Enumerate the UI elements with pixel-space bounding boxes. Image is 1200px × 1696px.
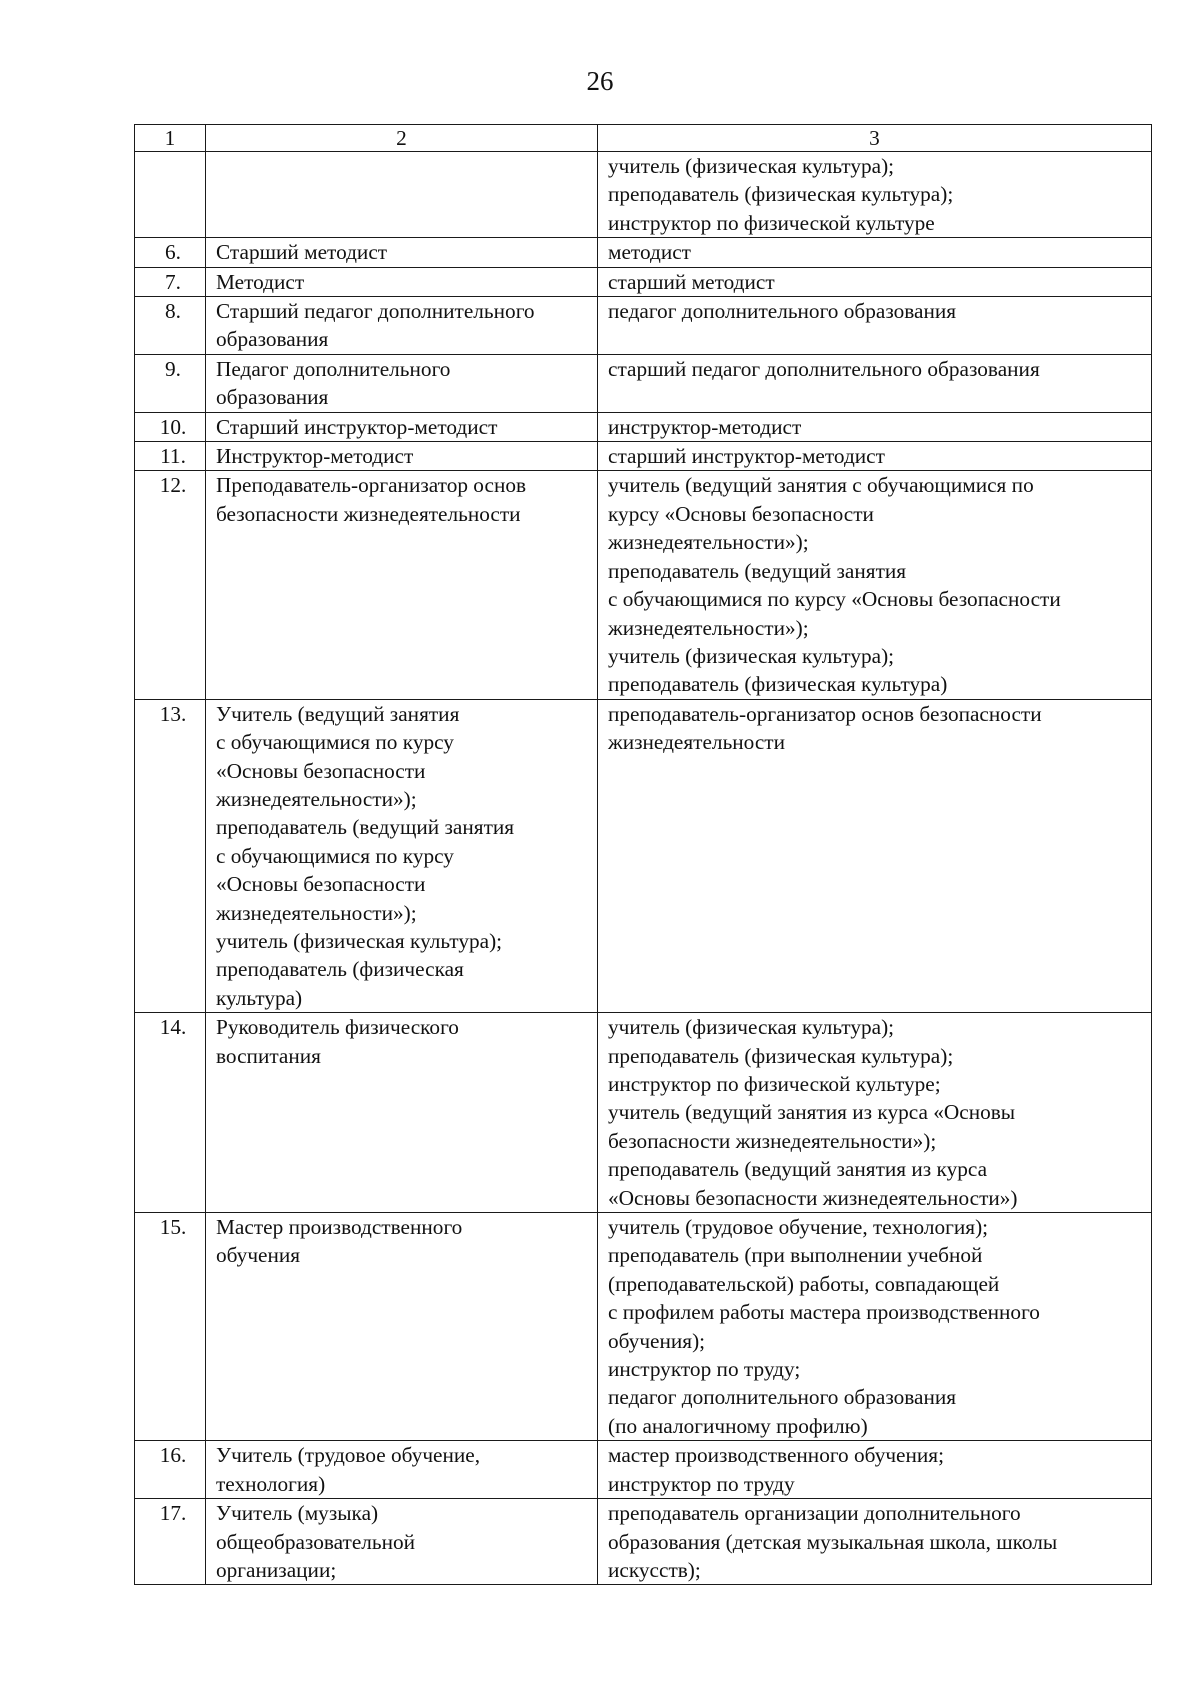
cell-text-line: (по аналогичному профилю): [608, 1413, 868, 1438]
cell-text-line: культура): [216, 985, 303, 1010]
table-row: [135, 354, 1152, 412]
equivalent-position-cell: [598, 267, 1152, 296]
cell-text-line: преподаватель-организатор основ безопасности: [608, 701, 1042, 726]
cell-text-line: безопасности жизнедеятельности»);: [608, 1128, 937, 1153]
row-number-cell: 7.: [135, 267, 206, 296]
cell-text-line: инструктор по физической культуре: [608, 210, 935, 235]
position-cell: [206, 238, 598, 267]
position-cell: [206, 297, 598, 355]
cell-text-line: старший методист: [608, 269, 775, 294]
equivalent-position-cell: [598, 471, 1152, 699]
cell-text-line: с обучающимися по курсу «Основы безопасности: [608, 587, 1061, 612]
table-row: [135, 238, 1152, 267]
cell-text-line: с обучающимися по курсу: [216, 843, 454, 868]
cell-text-line: технология): [216, 1471, 326, 1496]
table-row: [135, 699, 1152, 1012]
cell-text-line: курсу «Основы безопасности: [608, 501, 874, 526]
row-number-cell: 14.: [135, 1013, 206, 1213]
equivalent-position-cell: [598, 412, 1152, 441]
cell-text-line: жизнедеятельности»);: [608, 530, 809, 555]
equivalent-position-cell: [598, 297, 1152, 355]
cell-text-line: преподаватель (физическая культура);: [608, 182, 954, 207]
row-number-cell: 10.: [135, 412, 206, 441]
cell-text-line: с профилем работы мастера производственного: [608, 1300, 1040, 1325]
cell-text-line: Педагог дополнительного: [216, 356, 451, 381]
cell-text-line: Мастер производственного: [216, 1215, 463, 1240]
row-number-cell: [135, 152, 206, 238]
cell-text-line: Старший инструктор-методист: [216, 414, 498, 439]
cell-text-line: старший педагог дополнительного образования: [608, 356, 1040, 381]
row-number-cell: 9.: [135, 354, 206, 412]
cell-text-line: образования (детская музыкальная школа, школы: [608, 1529, 1058, 1554]
cell-text-line: педагог дополнительного образования: [608, 1385, 957, 1410]
cell-text-line: образования: [216, 327, 329, 352]
position-cell: [206, 471, 598, 699]
table-row: [135, 267, 1152, 296]
row-number-cell: 6.: [135, 238, 206, 267]
cell-text-line: жизнедеятельности»);: [216, 786, 417, 811]
cell-text-line: жизнедеятельности: [608, 730, 786, 755]
cell-text-line: преподаватель организации дополнительного: [608, 1501, 1021, 1526]
equivalent-position-cell: [598, 238, 1152, 267]
cell-text-line: Учитель (ведущий занятия: [216, 701, 460, 726]
cell-text-line: Старший педагог дополнительного: [216, 299, 535, 324]
position-cell: [206, 1213, 598, 1441]
cell-text-line: Методист: [216, 269, 305, 294]
row-number-cell: 8.: [135, 297, 206, 355]
row-number-cell: 15.: [135, 1213, 206, 1441]
cell-text-line: преподаватель (ведущий занятия: [216, 815, 515, 840]
table-row: [135, 1499, 1152, 1585]
cell-text-line: Руководитель физического: [216, 1015, 459, 1040]
position-cell: [206, 1441, 598, 1499]
cell-text-line: преподаватель (физическая: [216, 957, 464, 982]
cell-text-line: организации;: [216, 1557, 337, 1582]
cell-text-line: учитель (трудовое обучение, технология);: [608, 1215, 989, 1240]
table-body: [135, 152, 1152, 1585]
position-cell: [206, 1013, 598, 1213]
position-cell: [206, 442, 598, 471]
cell-text-line: Старший методист: [216, 240, 388, 265]
cell-text-line: инструктор-методист: [608, 414, 802, 439]
cell-text-line: учитель (ведущий занятия с обучающимися по: [608, 473, 1034, 498]
table-row: [135, 1441, 1152, 1499]
cell-text-line: преподаватель (при выполнении учебной: [608, 1243, 983, 1268]
page-number: 26: [586, 66, 614, 96]
equivalent-position-cell: [598, 1441, 1152, 1499]
cell-text-line: обучения: [216, 1243, 301, 1268]
cell-text-line: Преподаватель-организатор основ: [216, 473, 527, 498]
equivalent-position-cell: [598, 152, 1152, 238]
equivalent-position-cell: [598, 1213, 1152, 1441]
cell-text-line: образования: [216, 385, 329, 410]
table-row: [135, 152, 1152, 238]
cell-text-line: инструктор по труду: [608, 1471, 795, 1496]
column-header-2: 2: [206, 125, 598, 152]
table-row: [135, 297, 1152, 355]
equivalent-position-cell: [598, 354, 1152, 412]
equivalent-position-cell: [598, 1013, 1152, 1213]
cell-text-line: преподаватель (физическая культура): [608, 672, 948, 697]
row-number-cell: 17.: [135, 1499, 206, 1585]
cell-text-line: (преподавательской) работы, совпадающей: [608, 1271, 1000, 1296]
cell-text-line: учитель (физическая культура);: [608, 154, 895, 178]
cell-text-line: Учитель (музыка): [216, 1501, 379, 1526]
cell-text-line: «Основы безопасности: [216, 872, 426, 897]
cell-text-line: инструктор по физической культуре;: [608, 1072, 941, 1096]
table-row: [135, 1213, 1152, 1441]
table-row: [135, 1013, 1152, 1213]
cell-text-line: учитель (физическая культура);: [608, 643, 895, 668]
cell-text-line: воспитания: [216, 1043, 321, 1068]
cell-text-line: обучения);: [608, 1328, 706, 1353]
cell-text-line: старший инструктор-методист: [608, 444, 885, 469]
cell-text-line: учитель (физическая культура);: [216, 928, 503, 953]
position-cell: [206, 699, 598, 1012]
cell-text-line: «Основы безопасности жизнедеятельности»): [608, 1185, 1018, 1210]
cell-text-line: инструктор по труду;: [608, 1357, 801, 1382]
equivalent-position-cell: [598, 442, 1152, 471]
cell-text-line: Учитель (трудовое обучение,: [216, 1443, 481, 1468]
position-cell: [206, 412, 598, 441]
cell-text-line: жизнедеятельности»);: [216, 900, 417, 925]
cell-text-line: мастер производственного обучения;: [608, 1443, 945, 1468]
row-number-cell: 11.: [135, 442, 206, 471]
cell-text-line: преподаватель (ведущий занятия: [608, 558, 907, 583]
cell-text-line: Инструктор-методист: [216, 444, 414, 469]
row-number-cell: 13.: [135, 699, 206, 1012]
row-number-cell: 16.: [135, 1441, 206, 1499]
equivalent-position-cell: [598, 699, 1152, 1012]
cell-text-line: преподаватель (физическая культура);: [608, 1043, 954, 1068]
position-cell: [206, 354, 598, 412]
table-row: [135, 412, 1152, 441]
cell-text-line: преподаватель (ведущий занятия из курса: [608, 1157, 988, 1182]
column-header-1: 1: [135, 125, 206, 152]
cell-text-line: искусств);: [608, 1557, 701, 1582]
equivalent-position-cell: [598, 1499, 1152, 1585]
cell-text-line: общеобразовательной: [216, 1529, 416, 1554]
column-header-3: 3: [598, 125, 1152, 152]
position-cell: [206, 267, 598, 296]
cell-text-line: методист: [608, 240, 691, 265]
table-header-row: [135, 125, 1152, 152]
cell-text-line: педагог дополнительного образования: [608, 299, 957, 324]
table-row: [135, 471, 1152, 699]
cell-text-line: учитель (физическая культура);: [608, 1015, 895, 1040]
row-number-cell: 12.: [135, 471, 206, 699]
cell-text-line: жизнедеятельности»);: [608, 615, 809, 640]
position-cell: [206, 152, 598, 238]
cell-text-line: с обучающимися по курсу: [216, 730, 454, 755]
table-row: [135, 442, 1152, 471]
cell-text-line: учитель (ведущий занятия из курса «Основы: [608, 1100, 1016, 1125]
qualification-table: [134, 124, 1152, 1585]
position-cell: [206, 1499, 598, 1585]
cell-text-line: безопасности жизнедеятельности: [216, 501, 521, 526]
cell-text-line: «Основы безопасности: [216, 758, 426, 783]
